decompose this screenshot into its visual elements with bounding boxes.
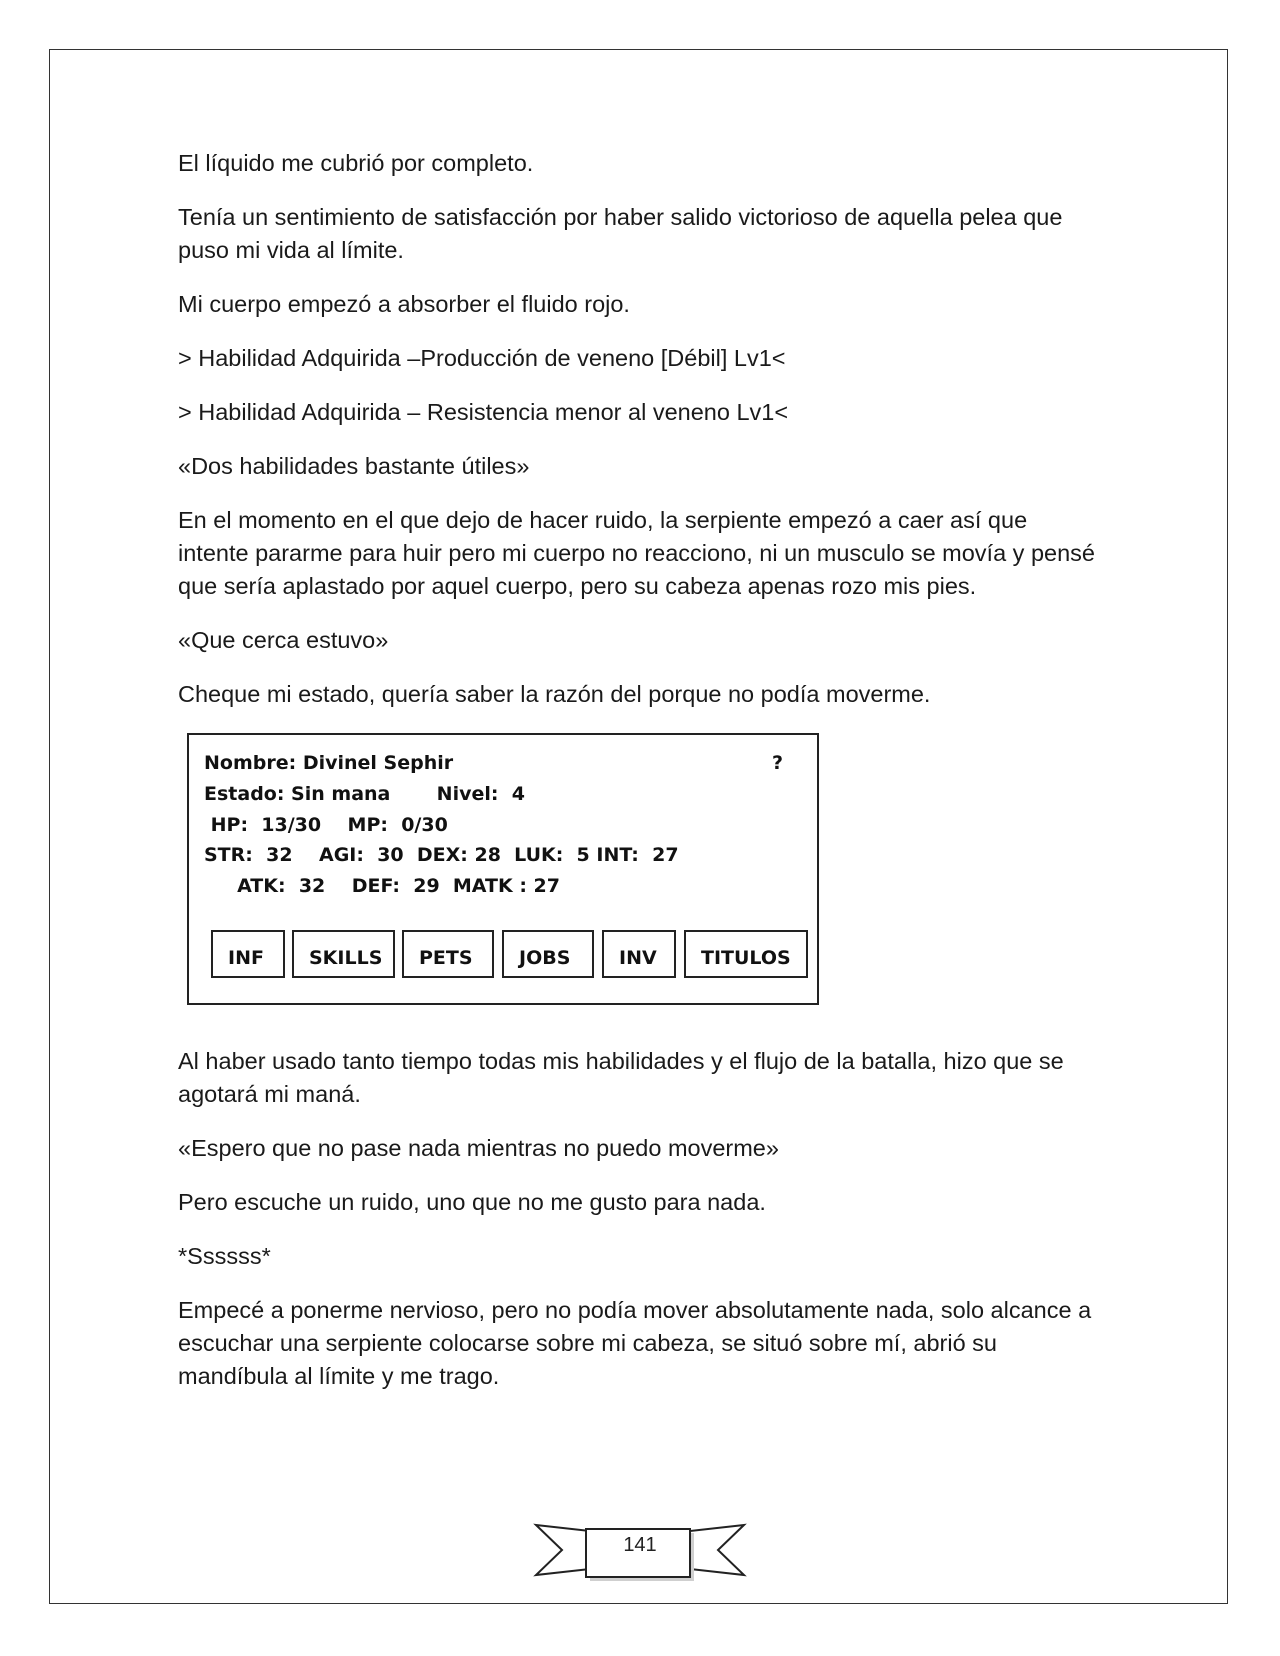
- thought-line: «Espero que no pase nada mientras no puedo moverme»: [178, 1135, 779, 1161]
- paragraph: Cheque mi estado, quería saber la razón del porque no podía moverme.: [178, 681, 931, 707]
- status-window: [187, 733, 819, 1005]
- paragraph: El líquido me cubrió por completo.: [178, 150, 534, 176]
- status-state-line: Estado: Sin mana Nivel: 4: [204, 783, 525, 805]
- thought-line: «Que cerca estuvo»: [178, 627, 389, 653]
- inf-button[interactable]: INF: [211, 930, 285, 978]
- sound-effect: *Ssssss*: [178, 1243, 271, 1269]
- status-combat-line: ATK: 32 DEF: 29 MATK : 27: [204, 875, 560, 897]
- paragraph: Tenía un sentimiento de satisfacción por haber salido victorioso de aquella pelea que puso mi vida al límite.: [178, 204, 1063, 263]
- thought-line: «Dos habilidades bastante útiles»: [178, 453, 530, 479]
- skill-acquired-message: > Habilidad Adquirida – Resistencia menor al veneno Lv1<: [178, 399, 789, 425]
- page-body: [178, 147, 1098, 1414]
- skills-button[interactable]: SKILLS: [292, 930, 395, 978]
- skill-acquired-message: > Habilidad Adquirida –Producción de veneno [Débil] Lv1<: [178, 345, 786, 371]
- paragraph: Empecé a ponerme nervioso, pero no podía mover absolutamente nada, solo alcance a escuchar una serpiente colocarse sobre mi cabeza, se situó sobre mí, abrió su mandíbula al límite y me trago.: [178, 1297, 1092, 1389]
- status-name-line: Nombre: Divinel Sephir: [204, 752, 454, 774]
- inv-button[interactable]: INV: [602, 930, 676, 978]
- pets-button[interactable]: PETS: [402, 930, 494, 978]
- status-hp-mp-line: HP: 13/30 MP: 0/30: [204, 814, 448, 836]
- paragraph: En el momento en el que dejo de hacer ruido, la serpiente empezó a caer así que intente pararme para huir pero mi cuerpo no reacciono, ni un musculo se movía y pensé que sería aplastado por aquel cuerpo, pero su cabeza apenas rozo mis pies.: [178, 507, 1095, 599]
- titulos-button[interactable]: TITULOS: [684, 930, 808, 978]
- page-number: 141: [623, 1534, 657, 1556]
- status-stats-line: STR: 32 AGI: 30 DEX: 28 LUK: 5 INT: 27: [204, 844, 679, 866]
- paragraph: Al haber usado tanto tiempo todas mis habilidades y el flujo de la batalla, hizo que se agotará mi maná.: [178, 1048, 1064, 1107]
- paragraph: Pero escuche un ruido, uno que no me gusto para nada.: [178, 1189, 766, 1215]
- paragraph: Mi cuerpo empezó a absorber el fluido rojo.: [178, 291, 630, 317]
- jobs-button[interactable]: JOBS: [502, 930, 594, 978]
- help-question-mark: ?: [772, 752, 784, 774]
